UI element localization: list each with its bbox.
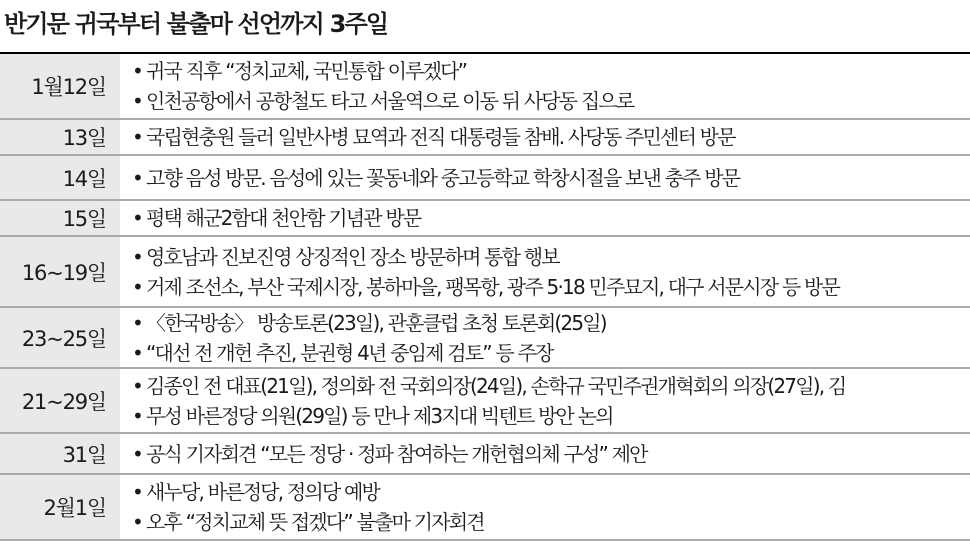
list-item xyxy=(132,163,966,193)
item-text: 새누당, 바른정당, 정의당 예방 xyxy=(146,480,380,504)
timeline-table xyxy=(0,52,970,541)
list-item xyxy=(132,308,966,338)
row-description xyxy=(120,242,970,302)
table-row xyxy=(0,201,970,237)
item-text: 고향 음성 방문. 음성에 있는 꽃동네와 중고등학교 학창시절을 보낸 충주 방문 xyxy=(146,165,740,190)
bullet-icon: • xyxy=(132,59,142,83)
row-description xyxy=(120,163,970,193)
list-item xyxy=(132,272,966,302)
row-description xyxy=(120,371,970,431)
row-date: 14일 xyxy=(0,156,120,199)
row-description xyxy=(120,439,970,469)
list-item xyxy=(132,86,966,116)
row-date: 23~25일 xyxy=(0,308,120,367)
bullet-icon: • xyxy=(132,244,142,269)
page-title: 반기문 귀국부터 불출마 선언까지 3주일 xyxy=(4,10,388,38)
list-item xyxy=(132,439,966,469)
row-date: 1월12일 xyxy=(0,54,120,118)
table-row xyxy=(0,237,970,308)
row-description xyxy=(120,308,970,368)
item-text: 공식 기자회견 “모든 정당 · 정파 참여하는 개헌협의체 구성” 제안 xyxy=(146,441,647,466)
bullet-icon: • xyxy=(132,310,142,335)
table-row xyxy=(0,120,970,156)
list-item xyxy=(132,122,966,152)
bullet-icon: • xyxy=(132,480,142,504)
item-text: 국립현충원 들러 일반사병 묘역과 전직 대통령들 참배. 사당동 주민센터 방문 xyxy=(146,125,735,149)
table-row xyxy=(0,54,970,120)
table-row xyxy=(0,434,970,475)
list-item xyxy=(132,203,966,233)
list-item xyxy=(132,56,966,86)
row-date: 21~29일 xyxy=(0,369,120,432)
bullet-icon: • xyxy=(132,340,142,365)
item-text: 무성 바른정당 의원(29일) 등 만나 제3지대 빅텐트 방안 논의 xyxy=(146,403,613,428)
bullet-icon: • xyxy=(132,441,142,466)
row-date: 2월1일 xyxy=(0,475,120,539)
row-date: 31일 xyxy=(0,434,120,473)
row-description xyxy=(120,203,970,233)
row-description xyxy=(120,56,970,116)
bullet-icon: • xyxy=(132,510,142,534)
bullet-icon: • xyxy=(132,274,142,299)
item-text: 거제 조선소, 부산 국제시장, 봉하마을, 팽목항, 광주 5·18 민주묘지, 대구 서문시장 등 방문 xyxy=(146,274,839,299)
table-row xyxy=(0,156,970,201)
list-item xyxy=(132,477,966,507)
item-text: 인천공항에서 공항철도 타고 서울역으로 이동 뒤 사당동 집으로 xyxy=(146,89,634,113)
bullet-icon: • xyxy=(132,373,142,398)
row-date: 13일 xyxy=(0,120,120,154)
item-text: 김종인 전 대표(21일), 정의화 전 국회의장(24일), 손학규 국민주권개혁회의 의장(27일), 김 xyxy=(146,373,846,398)
list-item xyxy=(132,507,966,537)
item-text: 〈한국방송〉 방송토론(23일), 관훈클럽 초청 토론회(25일) xyxy=(146,310,606,335)
bullet-icon: • xyxy=(132,403,142,428)
item-text: 귀국 직후 “정치교체, 국민통합 이루겠다” xyxy=(146,59,467,83)
item-text: “대선 전 개헌 추진, 분권형 4년 중임제 검토” 등 주장 xyxy=(146,340,553,365)
list-item xyxy=(132,338,966,368)
row-description xyxy=(120,477,970,537)
list-item xyxy=(132,242,966,272)
row-date: 16~19일 xyxy=(0,237,120,306)
list-item xyxy=(132,401,966,431)
table-row xyxy=(0,308,970,369)
item-text: 오후 “정치교체 뜻 접겠다” 불출마 기자회견 xyxy=(146,510,484,534)
item-text: 평택 해군2함대 천안함 기념관 방문 xyxy=(146,206,421,230)
bullet-icon: • xyxy=(132,206,142,230)
list-item xyxy=(132,371,966,401)
row-description xyxy=(120,122,970,152)
row-date: 15일 xyxy=(0,201,120,235)
table-row xyxy=(0,369,970,434)
bullet-icon: • xyxy=(132,165,142,190)
item-text: 영호남과 진보진영 상징적인 장소 방문하며 통합 행보 xyxy=(146,244,559,269)
bullet-icon: • xyxy=(132,125,142,149)
table-row xyxy=(0,475,970,541)
bullet-icon: • xyxy=(132,89,142,113)
